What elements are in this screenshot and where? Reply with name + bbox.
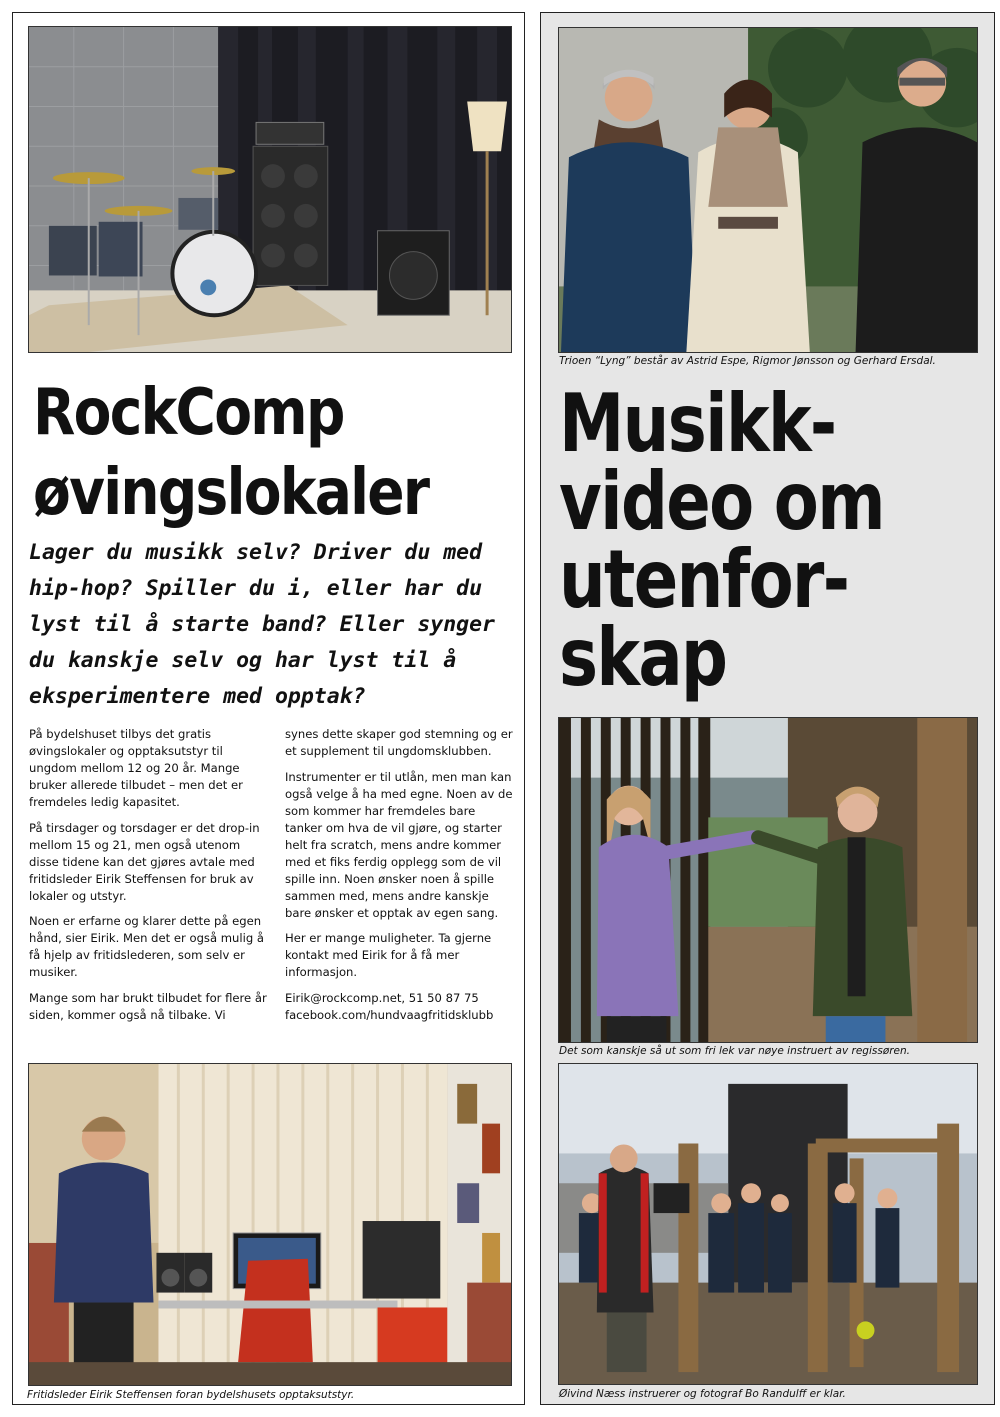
headline-line: utenfor- (559, 533, 849, 626)
headline (33, 373, 428, 533)
girls-playing-photo-caption: Det som kanskje så ut som fri lek var nøye instruert av regissøren. (559, 1045, 911, 1057)
ingress: Lager du musikk selv? Driver du med hip-hop? Spiller du i, eller har du lyst til å starte band? Eller synger du kanskje selv og har lyst til å eksperimentere med opptak? (29, 540, 495, 709)
headline-line: øvingslokaler (33, 456, 429, 530)
trio-photo (558, 27, 978, 353)
girls-playing-photo (558, 717, 978, 1043)
headline-line: Musikk- (559, 377, 836, 470)
article-musikkvideo (540, 12, 995, 1405)
body-column-2 (285, 726, 515, 1024)
paragraph: Instrumenter er til utlån, men man kan også velge å ha med egne. Noen av de som kommer har fremdeles bare tanker om hva de vil gjøre, og starter helt fra scratch, mens andre kommer med et fiks ferdig opplegg som de vil spille inn. Noen ønsker noen å spille sammen med, mens andre kanskje bare ønsker et opptak av egen sang. (285, 769, 513, 920)
paragraph: På tirsdager og torsdager er det drop-in mellom 15 og 21, men også utenom disse tidene kan det gjøres avtale med fritidsleder Eirik Steffensen for bruk av lokaler og utstyr. (29, 820, 260, 903)
headline-line: skap (559, 611, 727, 704)
headline-line: video om (559, 455, 884, 548)
contact-email-phone[interactable]: Eirik@rockcomp.net, 51 50 87 75 (285, 990, 479, 1005)
body-column-1 (29, 726, 269, 1032)
paragraph: synes dette skaper god stemning og er et supplement til ungdomsklubben. (285, 727, 513, 758)
studio-photo-caption: Fritidsleder Eirik Steffensen foran bydelshusets opptaksutstyr. (27, 1389, 355, 1401)
playground-filming-photo (558, 1063, 978, 1385)
headline-line: RockComp (33, 376, 344, 450)
contact-info (285, 990, 515, 1024)
paragraph: Mange som har brukt tilbudet for flere år siden, kommer også nå tilbake. Vi (29, 990, 267, 1022)
playground-filming-photo-caption: Øivind Næss instruerer og fotograf Bo Randulff er klar. (559, 1388, 846, 1400)
rehearsal-room-photo (28, 26, 512, 353)
studio-photo (28, 1063, 512, 1386)
headline (559, 377, 884, 704)
article-rockcomp (12, 12, 525, 1405)
paragraph: Noen er erfarne og klarer dette på egen hånd, sier Eirik. Men det er også mulig å få hjelp av fritidslederen, som selv er musiker. (29, 914, 264, 979)
paragraph: På bydelshuset tilbys det gratis øvingslokaler og opptaksutstyr til ungdom mellom 12 og 20 år. Mange bruker allerede tilbudet – men det er fremdeles ledig kapasitet. (29, 727, 243, 809)
trio-photo-caption: Trioen “Lyng” består av Astrid Espe, Rigmor Jønsson og Gerhard Ersdal. (559, 355, 936, 367)
paragraph: Her er mange muligheter. Ta gjerne kontakt med Eirik for å få mer informasjon. (285, 931, 492, 979)
contact-facebook-link[interactable]: facebook.com/hundvaagfritidsklubb (285, 1007, 494, 1022)
